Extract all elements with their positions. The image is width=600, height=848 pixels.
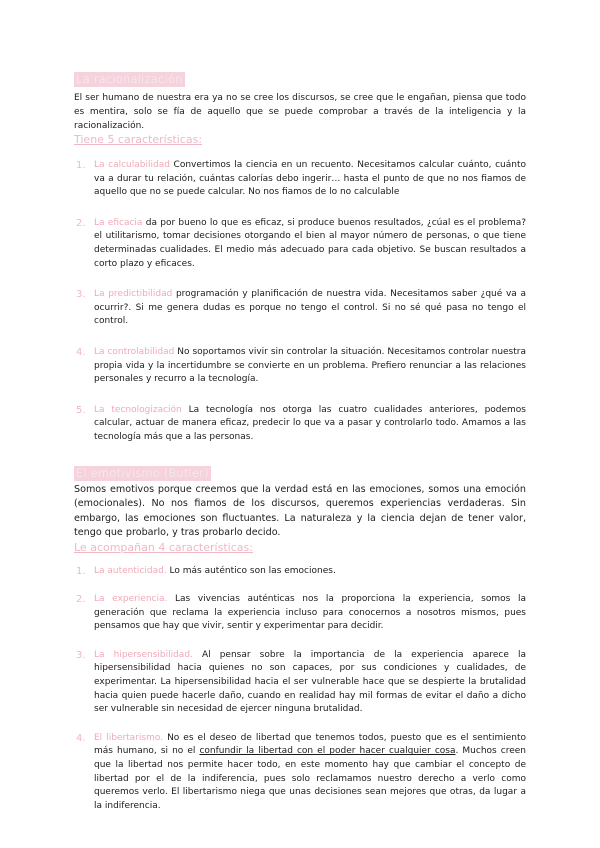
item-text: da por bueno lo que es eficaz, si produce buenos resultados, ¿cúal es el problema? el utilitarismo, tomar decisiones otorgando el bien al mayor número de personas, o que tiene determinadas cualidades. El medio más adecuado para cada objetivo. Se buscan resultados a corto plazo y eficaces. — [94, 217, 526, 269]
item-number: 4. — [76, 732, 86, 744]
list-item — [74, 346, 526, 387]
item-term: La experiencia. — [94, 594, 168, 605]
item-text: Las vivencias auténticas nos la proporciona la experiencia, somos la generación que reclama la experiencia incluso para conocernos a nosotros mismos, pues pensamos que hay que vivir, sentir y experimentar para decidir. — [94, 594, 526, 632]
list-item — [74, 649, 526, 717]
item-text: Convertimos la ciencia en un recuento. Necesitamos calcular cuánto, cuánto va a durar tu relación, cuántas calorías debo ingerir… hasta el punto de que no nos fiamos de aquello que no se puede calcular. No nos fiamos de lo no calculable — [94, 160, 526, 198]
section-intro: El ser humano de nuestra era ya no se cree los discursos, se cree que le engañan, piensa que todo es mentira, solo se fía de aquello que se puede comprobar a través de la inteligencia y la racionalización. — [74, 93, 526, 131]
characteristics-list — [74, 565, 526, 814]
item-number: 4. — [76, 346, 86, 358]
list-item — [74, 217, 526, 271]
document-page — [74, 68, 526, 828]
item-term: La autenticidad. — [94, 565, 167, 576]
list-item — [74, 565, 526, 579]
section-intro: Somos emotivos porque creemos que la verdad está en las emociones, somos una emoción (emocionales). No nos fiamos de los discursos, queremos experiencias verdaderas. Sin embargo, las emociones son fluctuantes. La naturaleza y la ciencia dejan de tener valor, tengo que probarlo, y tras probarlo decido. — [74, 483, 526, 538]
list-item — [74, 593, 526, 634]
item-number: 3. — [76, 289, 86, 301]
section-subheading: Le acompañan 4 características: — [74, 540, 253, 554]
item-text: . Muchos creen que la libertad nos permite hacer todo, en este momento hay que cambiar el concepto de libertad por el de la indiferencia, pues solo reclamamos nuestro derecho a verlo como queremos verlo. El libertarismo niega que unas decisiones sean mejores que otras, da lugar a la indiferencia. — [94, 746, 526, 811]
item-number: 2. — [76, 217, 86, 229]
section-heading: El emotivismo (Butler) — [76, 465, 209, 480]
section-heading: La racionalización — [76, 72, 183, 86]
item-term: La predictibilidad — [94, 289, 173, 300]
list-item — [74, 732, 526, 814]
item-text: Al pensar sobre la importancia de la experiencia aparece la hipersensibilidad hacia quienes no son capaces, por sus condiciones y cualidades, de experimentar. La hipersensibilidad hacia el ser vulnerable hace que se despierte la brutalidad hacia quien puede hacerle daño, cuando en realidad hay mil formas de evitar el daño a dicho ser vulnerable sin necesidad de ejercer ninguna brutalidad. — [94, 649, 526, 715]
item-number: 3. — [76, 649, 86, 661]
item-text: La tecnología nos otorga las cuatro cualidades anteriores, podemos calcular, actuar de manera eficaz, predecir lo que va a pasar y controlarlo todo. Amamos a las tecnología más que a las personas. — [94, 404, 526, 442]
item-text: No soportamos vivir sin controlar la situación. Necesitamos controlar nuestra propia vida y la incertidumbre se convierte en un problema. Prefiero renunciar a las relaciones personales y recurro a la tecnología. — [94, 346, 526, 385]
item-term: La calculabilidad — [94, 160, 170, 170]
item-term: El libertarismo. — [94, 732, 164, 743]
item-text: Lo más auténtico son las emociones. — [166, 565, 336, 576]
item-term: La hipersensibilidad. — [94, 649, 193, 660]
item-number: 2. — [76, 594, 86, 606]
item-term: La tecnologización — [94, 404, 182, 415]
list-item — [74, 159, 526, 200]
item-term: La controlabilidad — [94, 346, 175, 357]
item-text: No es el deseo de libertad que tenemos todos, puesto que es el sentimiento más humano, si no el — [94, 732, 526, 757]
section-subheading: Tiene 5 características: — [74, 133, 203, 146]
item-text: programación y planificación de nuestra vida. Necesitamos saber ¿qué va a ocurrir?. Si me genera dudas es porque no tengo el control. Si no sé qué pasa no tengo el control. — [94, 289, 526, 327]
section-racionalizacion — [74, 68, 526, 445]
characteristics-list — [74, 159, 526, 445]
underlined-phrase: confundir la libertad con el poder hacer cualquier cosa — [199, 746, 456, 757]
item-number: 5. — [76, 404, 86, 416]
item-number: 1. — [76, 565, 86, 577]
list-item — [74, 404, 526, 445]
section-emotivismo — [74, 462, 526, 814]
list-item — [74, 288, 526, 329]
item-number: 1. — [76, 160, 86, 171]
item-term: La eficacia — [94, 217, 143, 228]
